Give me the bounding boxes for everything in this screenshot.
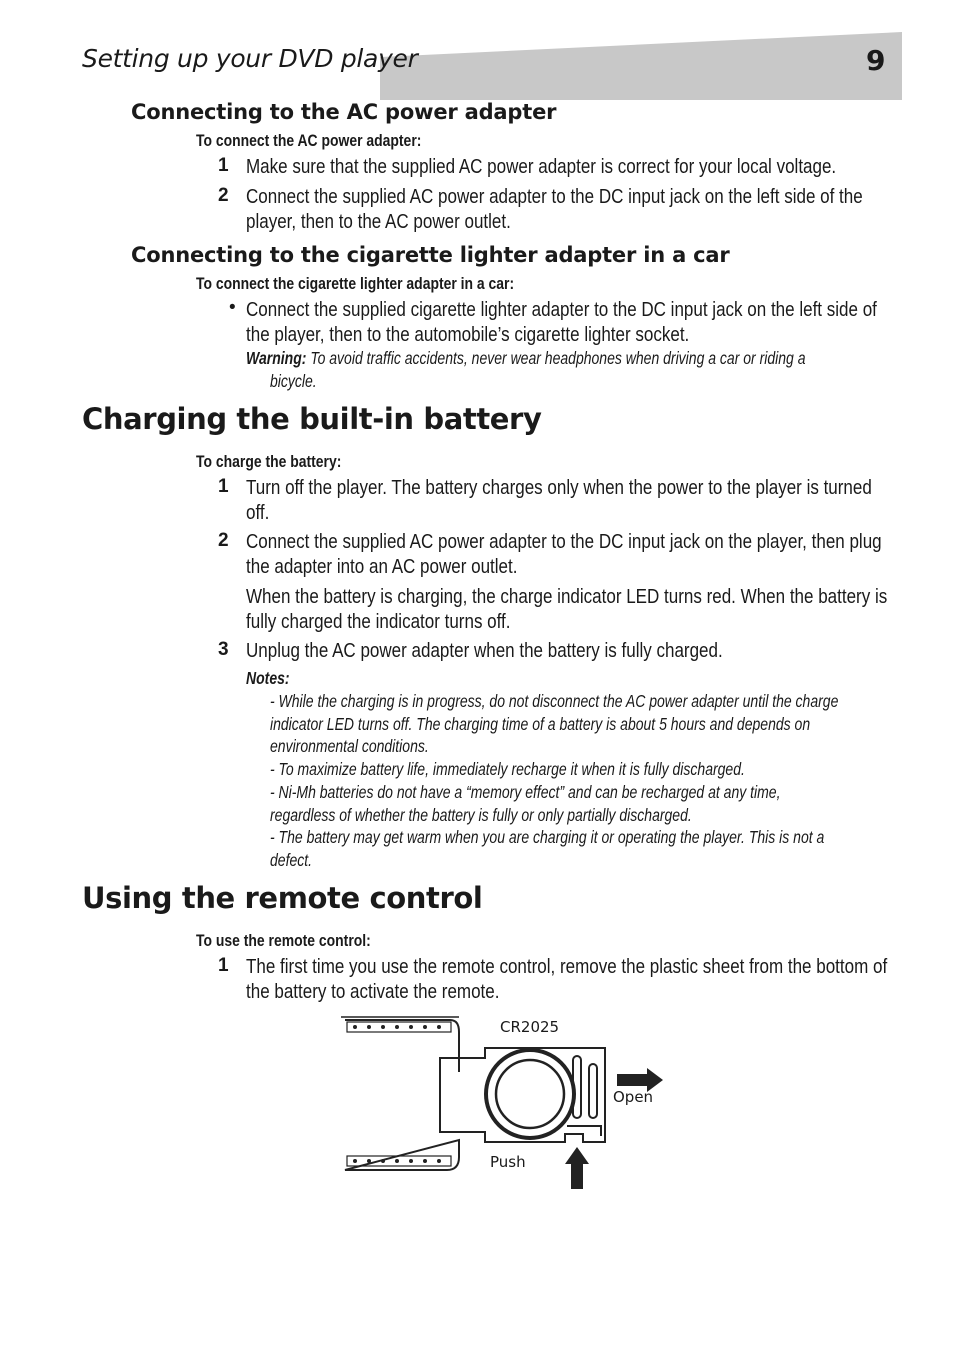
step-detail: When the battery is charging, the charge indicator LED turns red. When the battery is fully charged the indicator turns off. — [246, 585, 888, 633]
warning-label: Warning: — [246, 348, 307, 368]
lead-ac: To connect the AC power adapter: — [196, 131, 422, 150]
arrow-up-icon — [565, 1147, 589, 1189]
bullet: • — [229, 297, 236, 318]
lead-battery: To charge the battery: — [196, 452, 342, 471]
step-number: 3 — [218, 639, 229, 660]
header-band — [380, 32, 902, 100]
step-text: The first time you use the remote control, remove the plastic sheet from the bottom of the battery to activate the remote. — [246, 955, 888, 1003]
section-heading-car: Connecting to the cigarette lighter adapter in a car — [131, 243, 730, 267]
step-number: 2 — [218, 185, 229, 206]
step-number: 2 — [218, 530, 229, 551]
section-heading-remote: Using the remote control — [82, 881, 483, 915]
notes-list: - While the charging is in progress, do not disconnect the AC power adapter until the charge indicator LED turns off. The charging time of a battery is about 5 hours and depends on environmental conditions. - To maximize battery life, immediately recharge it when it is fully discharged. - Ni-Mh batteries do not have a “memory effect” and can be recharged at any time, regardless of whether the battery is fully or only partially discharged. - The battery may get warm when you are charging it or operating the player. This is not a defect. — [270, 691, 839, 870]
open-label: Open — [613, 1088, 654, 1106]
step-text: Make sure that the supplied AC power adapter is correct for your local voltage. — [246, 155, 837, 178]
step-text: Turn off the player. The battery charges only when the power to the player is turned off. — [246, 476, 872, 524]
push-label: Push — [490, 1153, 526, 1171]
step-number: 1 — [218, 155, 229, 176]
step-number: 1 — [218, 476, 229, 497]
notes-label: Notes: — [246, 668, 290, 688]
step-text: Connect the supplied AC power adapter to the DC input jack on the player, then plug the adapter into an AC power outlet. — [246, 530, 882, 578]
running-title: Setting up your DVD player — [82, 44, 418, 73]
step-number: 1 — [218, 955, 229, 976]
page-number: 9 — [866, 44, 886, 77]
section-heading-ac: Connecting to the AC power adapter — [131, 100, 557, 124]
lead-car: To connect the cigarette lighter adapter in a car: — [196, 274, 515, 293]
warning-note: Warning: To avoid traffic accidents, never wear headphones when driving a car or riding a bicycle. — [246, 348, 806, 391]
step-text: Unplug the AC power adapter when the battery is fully charged. — [246, 639, 723, 662]
step-text: Connect the supplied AC power adapter to the DC input jack on the left side of the player, then to the AC power outlet. — [246, 185, 863, 233]
lead-remote: To use the remote control: — [196, 931, 371, 950]
bullet-text: Connect the supplied cigarette lighter adapter to the DC input jack on the left side of the player, then to the automobile’s cigarette lighter socket. — [246, 298, 877, 346]
battery-label: CR2025 — [500, 1018, 560, 1036]
section-heading-battery: Charging the built-in battery — [82, 402, 542, 436]
